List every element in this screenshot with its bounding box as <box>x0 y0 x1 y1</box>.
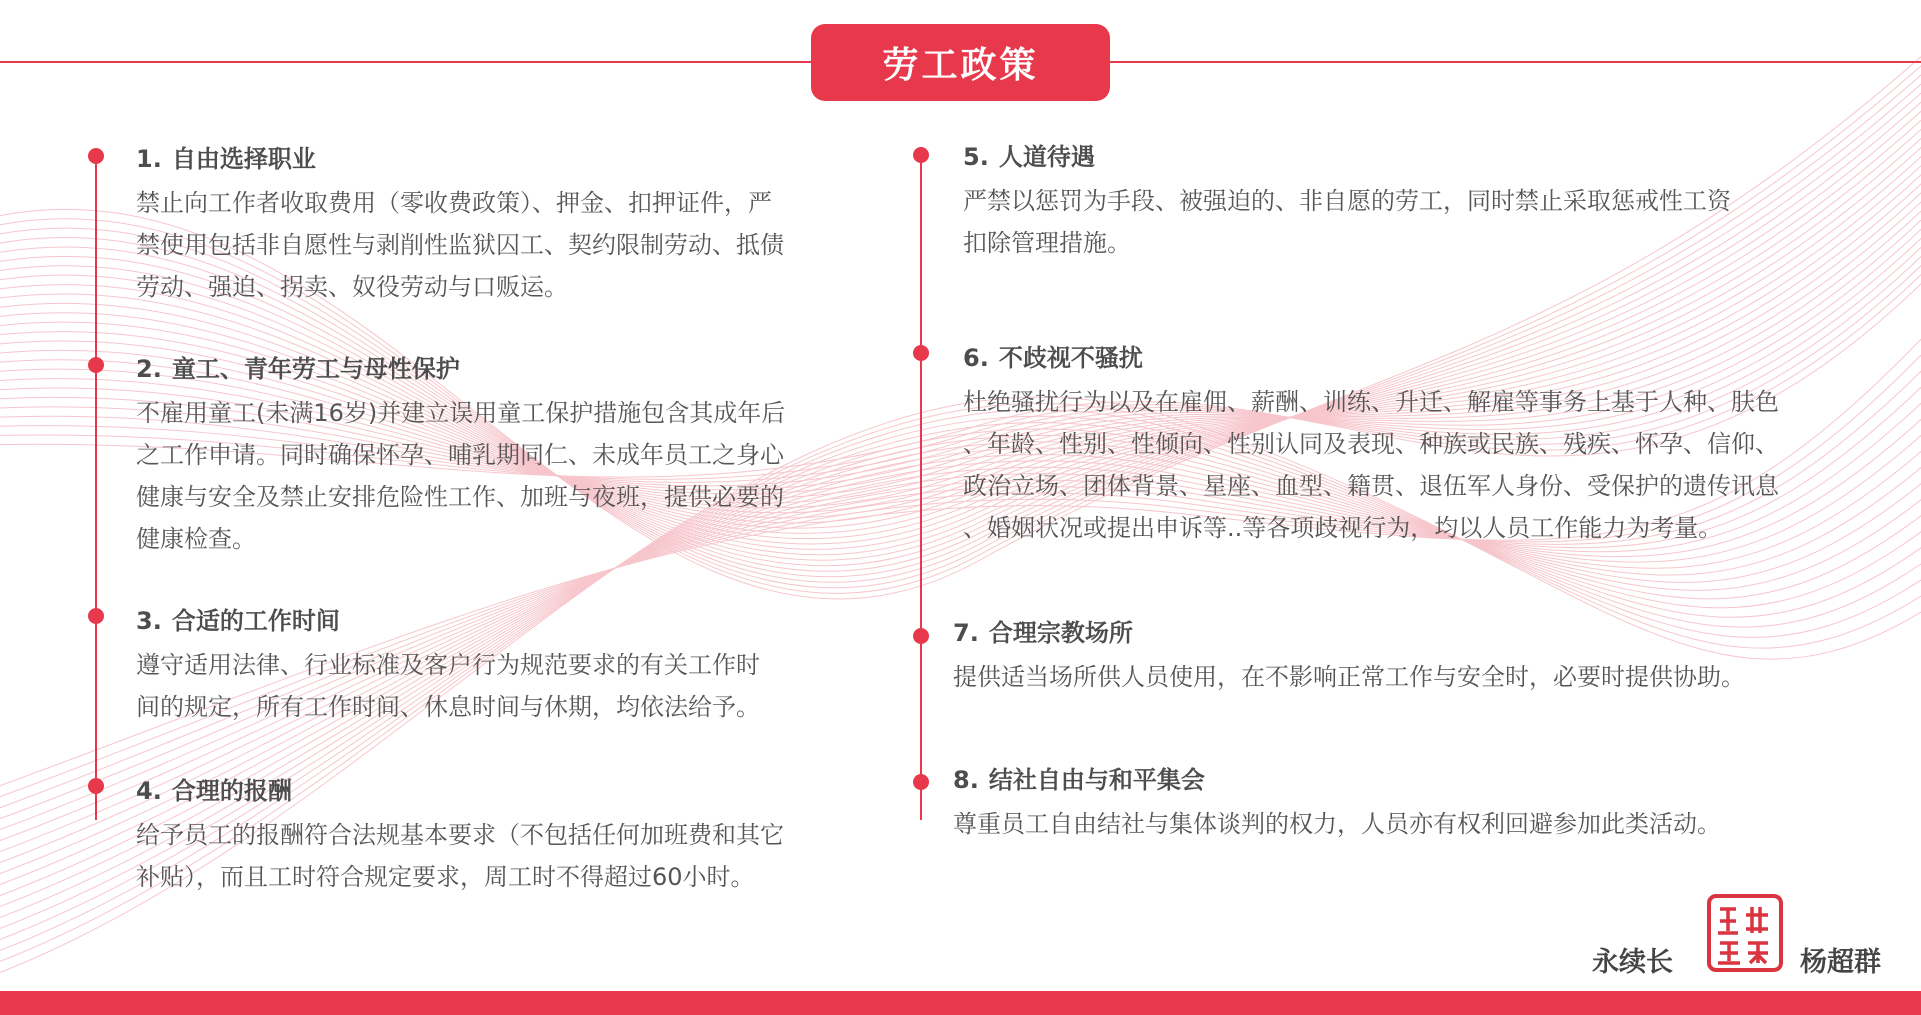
policy-item-3 <box>136 606 876 728</box>
policy-item-2 <box>136 354 876 560</box>
policy-text: 给予员工的报酬符合法规基本要求（不包括任何加班费和其它 补贴），而且工时符合规定要求，周工时不得超过60小时。 <box>136 821 784 891</box>
timeline-dot <box>88 778 104 794</box>
policy-heading: 4. 合理的报酬 <box>136 777 292 805</box>
policy-text: 遵守适用法律、行业标准及客户行为规范要求的有关工作时 间的规定，所有工作时间、休息时间与休期，均依法给予。 <box>136 651 760 721</box>
policy-heading: 3. 合适的工作时间 <box>136 607 340 635</box>
footer-band <box>0 991 1921 1015</box>
policy-item-1 <box>136 144 876 308</box>
policy-text: 不雇用童工(未满16岁)并建立误用童工保护措施包含其成年后 之工作申请。同时确保怀孕、哺乳期同仁、未成年员工之身心 健康与安全及禁止安排危险性工作、加班与夜班，提供必要的 健康检查。 <box>136 399 786 553</box>
policy-item-4 <box>136 776 876 898</box>
policy-text: 禁止向工作者收取费用（零收费政策）、押金、扣押证件，严 禁使用包括非自愿性与剥削性监狱囚工、契约限制劳动、抵债 劳动、强迫、拐卖、奴役劳动与口贩运。 <box>136 189 784 301</box>
timeline-dot <box>88 608 104 624</box>
seal-stamp-icon <box>1706 893 1784 973</box>
policy-heading: 6. 不歧视不骚扰 <box>963 344 1143 372</box>
brand-name-label: 杨超群 <box>1800 947 1881 978</box>
timeline-right <box>920 150 922 820</box>
policy-heading: 1. 自由选择职业 <box>136 145 316 173</box>
brand-title-label: 永续长 <box>1592 947 1673 978</box>
policy-text: 尊重员工自由结社与集体谈判的权力，人员亦有权利回避参加此类活动。 <box>953 810 1721 838</box>
policy-text: 杜绝骚扰行为以及在雇佣、薪酬、训练、升迁、解雇等事务上基于人种、肤色 、年龄、性别、性倾向、性别认同及表现、种族或民族、残疾、怀孕、信仰、 政治立场、团体背景、星座、血型、籍贯、退伍军人身份、受保护的遗传讯息 、婚姻状况或提出申诉等..等各项歧视行为，均以人员工作能力为考量。 <box>963 388 1779 542</box>
policy-item-6 <box>963 343 1873 549</box>
timeline-dot <box>913 345 929 361</box>
timeline-dot <box>913 147 929 163</box>
policy-text: 提供适当场所供人员使用，在不影响正常工作与安全时，必要时提供协助。 <box>953 663 1745 691</box>
policy-text: 严禁以惩罚为手段、被强迫的、非自愿的劳工，同时禁止采取惩戒性工资 扣除管理措施。 <box>963 187 1731 257</box>
timeline-dot <box>88 148 104 164</box>
policy-heading: 8. 结社自由与和平集会 <box>953 766 1205 794</box>
policy-heading: 2. 童工、青年劳工与母性保护 <box>136 355 460 383</box>
timeline-dot <box>913 774 929 790</box>
policy-item-7 <box>953 618 1873 698</box>
timeline-dot <box>88 357 104 373</box>
timeline-dot <box>913 628 929 644</box>
page-title: 劳工政策 <box>811 24 1110 101</box>
policy-heading: 5. 人道待遇 <box>963 143 1095 171</box>
timeline-left <box>95 150 97 820</box>
policy-heading: 7. 合理宗教场所 <box>953 619 1133 647</box>
policy-item-5 <box>963 142 1873 264</box>
policy-item-8 <box>953 765 1873 845</box>
